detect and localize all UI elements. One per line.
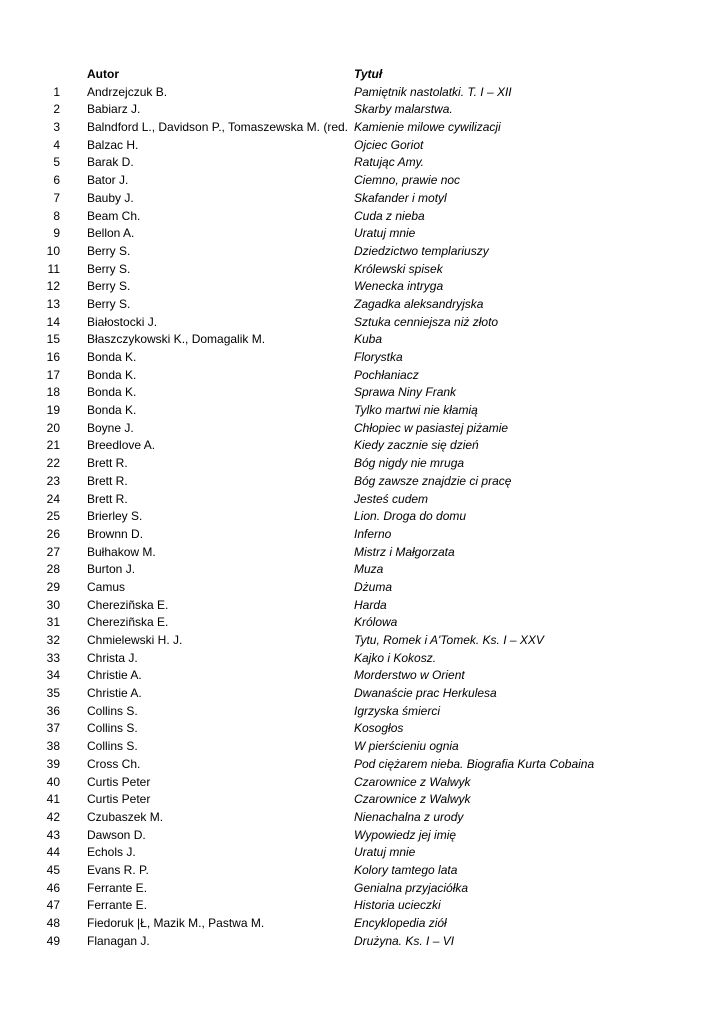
row-title: Nienachalna z urody: [354, 809, 464, 824]
row-author: Curtis Peter: [87, 774, 151, 789]
table-row: [0, 667, 724, 685]
row-title: Tylko martwi nie kłamią: [354, 403, 478, 418]
row-number: 20: [46, 420, 60, 435]
row-title: Skafander i motyl: [354, 190, 447, 205]
row-author: Czubaszek M.: [87, 809, 164, 824]
row-author: Christa J.: [87, 650, 138, 665]
table-row: [0, 827, 724, 845]
row-author: Christie A.: [87, 668, 142, 683]
row-number: 12: [46, 279, 60, 294]
table-row: [0, 84, 724, 102]
row-title: Kolory tamtego lata: [354, 862, 458, 877]
row-title: Ratując Amy.: [354, 155, 425, 170]
row-number: 6: [53, 173, 60, 188]
table-row: [0, 473, 724, 491]
row-author: Burton J.: [87, 562, 136, 577]
row-number: 14: [46, 314, 60, 329]
table-row: [0, 437, 724, 455]
table-row: [0, 508, 724, 526]
row-author: Berry S.: [87, 296, 131, 311]
row-author: Bonda K.: [87, 367, 137, 382]
row-number: 19: [46, 403, 60, 418]
row-title: Historia ucieczki: [354, 898, 441, 913]
row-number: 23: [46, 473, 60, 488]
row-title: Czarownice z Walwyk: [354, 774, 471, 789]
row-title: Inferno: [354, 526, 392, 541]
table-row: [0, 685, 724, 703]
row-number: 33: [46, 650, 60, 665]
table-row: [0, 756, 724, 774]
row-author: Evans R. P.: [87, 862, 149, 877]
row-title: Kajko i Kokosz.: [354, 650, 437, 665]
row-number: 30: [46, 597, 60, 612]
row-author: Berry S.: [87, 243, 131, 258]
row-title: Florystka: [354, 350, 403, 364]
row-number: 38: [46, 739, 60, 754]
row-title: Królowa: [354, 615, 398, 630]
row-author: Balndford L., Davidson P., Tomaszewska M. (red.: [87, 120, 349, 135]
row-author: Błaszczykowski K., Domagalik M.: [87, 332, 266, 347]
row-title: Kiedy zacznie się dzień: [354, 438, 479, 453]
table-row: [0, 367, 724, 385]
row-author: Dawson D.: [87, 827, 146, 842]
row-author: Berry S.: [87, 279, 131, 294]
row-author: Flanagan J.: [87, 933, 150, 948]
row-number: 7: [53, 190, 60, 205]
table-row: [0, 632, 724, 650]
book-rows: [0, 84, 724, 951]
row-author: Bauby J.: [87, 190, 134, 205]
row-number: 40: [46, 774, 60, 789]
table-row: [0, 597, 724, 615]
row-number: 43: [46, 827, 60, 842]
row-title: Lion. Droga do domu: [354, 509, 467, 524]
table-row: [0, 331, 724, 349]
row-author: Brierley S.: [87, 509, 143, 524]
table-row: [0, 296, 724, 314]
table-row: [0, 278, 724, 296]
row-number: 10: [46, 243, 60, 258]
row-title: Genialna przyjaciółka: [354, 880, 469, 895]
header-row: [0, 66, 724, 84]
table-row: [0, 579, 724, 597]
row-number: 8: [53, 208, 60, 223]
header-author: Autor: [87, 67, 119, 81]
row-title: Królewski spisek: [354, 261, 443, 276]
row-author: Bonda K.: [87, 385, 137, 400]
row-number: 44: [46, 845, 60, 860]
row-number: 2: [53, 102, 60, 117]
row-number: 35: [46, 686, 60, 701]
row-title: Dziedzictwo templariuszy: [354, 243, 489, 258]
row-number: 48: [46, 916, 60, 930]
row-number: 39: [46, 756, 60, 771]
row-author: Bator J.: [87, 173, 129, 188]
row-author: Bonda K.: [87, 403, 137, 418]
row-author: Bułhakow M.: [87, 544, 156, 559]
row-title: Mistrz i Małgorzata: [354, 544, 455, 559]
table-row: [0, 384, 724, 402]
row-number: 15: [46, 332, 60, 347]
table-row: [0, 720, 724, 738]
row-author: Berry S.: [87, 261, 131, 276]
row-author: Andrzejczuk B.: [87, 84, 168, 99]
row-title: Ciemno, prawie noc: [354, 173, 461, 188]
row-author: Chereziñska E.: [87, 615, 169, 630]
table-row: [0, 650, 724, 668]
table-row: [0, 420, 724, 438]
table-row: [0, 915, 724, 933]
row-number: 27: [46, 544, 60, 559]
table-row: [0, 809, 724, 827]
row-title: Chłopiec w pasiastej piżamie: [354, 420, 509, 435]
row-title: Czarownice z Walwyk: [354, 792, 471, 807]
row-number: 37: [46, 721, 60, 736]
row-number: 17: [46, 367, 60, 382]
row-title: Cuda z nieba: [354, 208, 425, 223]
row-number: 46: [46, 880, 60, 895]
table-row: [0, 791, 724, 809]
row-number: 18: [46, 385, 60, 400]
row-author: Ferrante E.: [87, 880, 148, 895]
row-title: Pochłaniacz: [354, 367, 419, 382]
row-number: 49: [46, 933, 60, 948]
row-number: 16: [46, 350, 60, 364]
table-row: [0, 190, 724, 208]
row-author: Chmielewski H. J.: [87, 633, 183, 647]
row-title: Kamienie milowe cywilizacji: [354, 120, 501, 135]
table-row: [0, 703, 724, 721]
table-row: [0, 933, 724, 951]
row-number: 34: [46, 668, 60, 683]
row-title: Drużyna. Ks. I – VI: [354, 933, 455, 948]
row-title: Kuba: [354, 332, 383, 347]
row-number: 41: [46, 792, 60, 807]
table-row: [0, 261, 724, 279]
row-number: 42: [46, 809, 60, 824]
row-author: Echols J.: [87, 845, 136, 860]
row-title: Igrzyska śmierci: [354, 703, 441, 718]
row-author: Beam Ch.: [87, 208, 141, 223]
table-row: [0, 738, 724, 756]
table-row: [0, 349, 724, 367]
table-row: [0, 880, 724, 898]
row-number: 13: [46, 296, 60, 311]
row-number: 22: [46, 456, 60, 471]
row-author: Ferrante E.: [87, 898, 148, 913]
row-number: 36: [46, 703, 60, 718]
row-number: 24: [46, 491, 60, 506]
table-row: [0, 402, 724, 420]
row-number: 28: [46, 562, 60, 577]
row-number: 11: [47, 261, 60, 276]
row-author: Babiarz J.: [87, 102, 141, 117]
row-title: Dwanaście prac Herkulesa: [354, 686, 497, 701]
table-row: [0, 455, 724, 473]
row-title: Kosogłos: [354, 721, 404, 736]
table-row: [0, 614, 724, 632]
row-title: Dżuma: [354, 579, 393, 594]
row-title: Bóg nigdy nie mruga: [354, 456, 465, 471]
row-title: Tytu, Romek i A'Tomek. Ks. I – XXV: [354, 633, 544, 647]
row-author: Collins S.: [87, 721, 138, 736]
row-number: 4: [53, 137, 60, 152]
row-number: 9: [53, 226, 60, 241]
table-row: [0, 897, 724, 915]
row-author: Białostocki J.: [87, 314, 158, 329]
table-row: [0, 208, 724, 226]
row-number: 5: [53, 155, 60, 170]
row-author: Brett R.: [87, 473, 128, 488]
row-author: Barak D.: [87, 155, 134, 170]
row-title: Jesteś cudem: [354, 491, 429, 506]
header-title: Tytuł: [354, 67, 383, 81]
row-title: Pamiętnik nastolatki. T. I – XII: [354, 84, 512, 99]
row-title: Sztuka cenniejsza niż złoto: [354, 314, 499, 329]
row-author: Brett R.: [87, 491, 128, 506]
table-row: [0, 561, 724, 579]
row-title: Zagadka aleksandryjska: [354, 296, 484, 311]
row-title: Morderstwo w Orient: [354, 668, 465, 683]
row-title: Muza: [354, 562, 384, 577]
table-row: [0, 862, 724, 880]
row-title: Skarby malarstwa.: [354, 102, 453, 117]
table-row: [0, 154, 724, 172]
row-title: Pod ciężarem nieba. Biografia Kurta Cobaina: [354, 756, 595, 771]
row-author: Curtis Peter: [87, 792, 151, 807]
table-row: [0, 225, 724, 243]
row-author: Chereziñska E.: [87, 597, 169, 612]
row-author: Breedlove A.: [87, 438, 156, 453]
row-author: Christie A.: [87, 686, 142, 701]
row-author: Collins S.: [87, 703, 138, 718]
table-row: [0, 172, 724, 190]
row-number: 25: [46, 509, 60, 524]
row-title: Encyklopedia ziół: [354, 916, 447, 930]
row-author: Brownn D.: [87, 526, 144, 541]
row-author: Fiedoruk |Ł, Mazik M., Pastwa M.: [87, 916, 265, 930]
row-number: 21: [46, 438, 60, 453]
row-title: Wenecka intryga: [354, 279, 444, 294]
row-author: Collins S.: [87, 739, 138, 754]
row-author: Bonda K.: [87, 350, 137, 364]
row-title: Bóg zawsze znajdzie ci pracę: [354, 473, 512, 488]
row-number: 3: [53, 120, 60, 135]
table-row: [0, 101, 724, 119]
row-author: Bellon A.: [87, 226, 135, 241]
row-author: Balzac H.: [87, 137, 139, 152]
row-number: 32: [46, 633, 60, 647]
row-number: 29: [46, 579, 60, 594]
row-number: 1: [53, 84, 60, 99]
row-title: Harda: [354, 597, 387, 612]
row-title: Sprawa Niny Frank: [354, 385, 457, 400]
table-row: [0, 314, 724, 332]
table-row: [0, 243, 724, 261]
table-row: [0, 119, 724, 137]
book-list-sheet: [0, 66, 724, 950]
row-title: Uratuj mnie: [354, 226, 416, 241]
row-author: Brett R.: [87, 456, 128, 471]
table-row: [0, 526, 724, 544]
table-row: [0, 774, 724, 792]
table-row: [0, 844, 724, 862]
row-title: W pierścieniu ognia: [354, 739, 459, 754]
table-row: [0, 491, 724, 509]
row-number: 26: [46, 526, 60, 541]
row-author: Boyne J.: [87, 420, 134, 435]
row-number: 45: [46, 862, 60, 877]
row-title: Wypowiedz jej imię: [354, 827, 457, 842]
table-row: [0, 137, 724, 155]
row-number: 47: [46, 898, 60, 913]
row-number: 31: [46, 615, 60, 630]
row-title: Uratuj mnie: [354, 845, 416, 860]
row-author: Camus: [87, 579, 126, 594]
row-title: Ojciec Goriot: [354, 137, 424, 152]
row-author: Cross Ch.: [87, 756, 141, 771]
table-row: [0, 544, 724, 562]
